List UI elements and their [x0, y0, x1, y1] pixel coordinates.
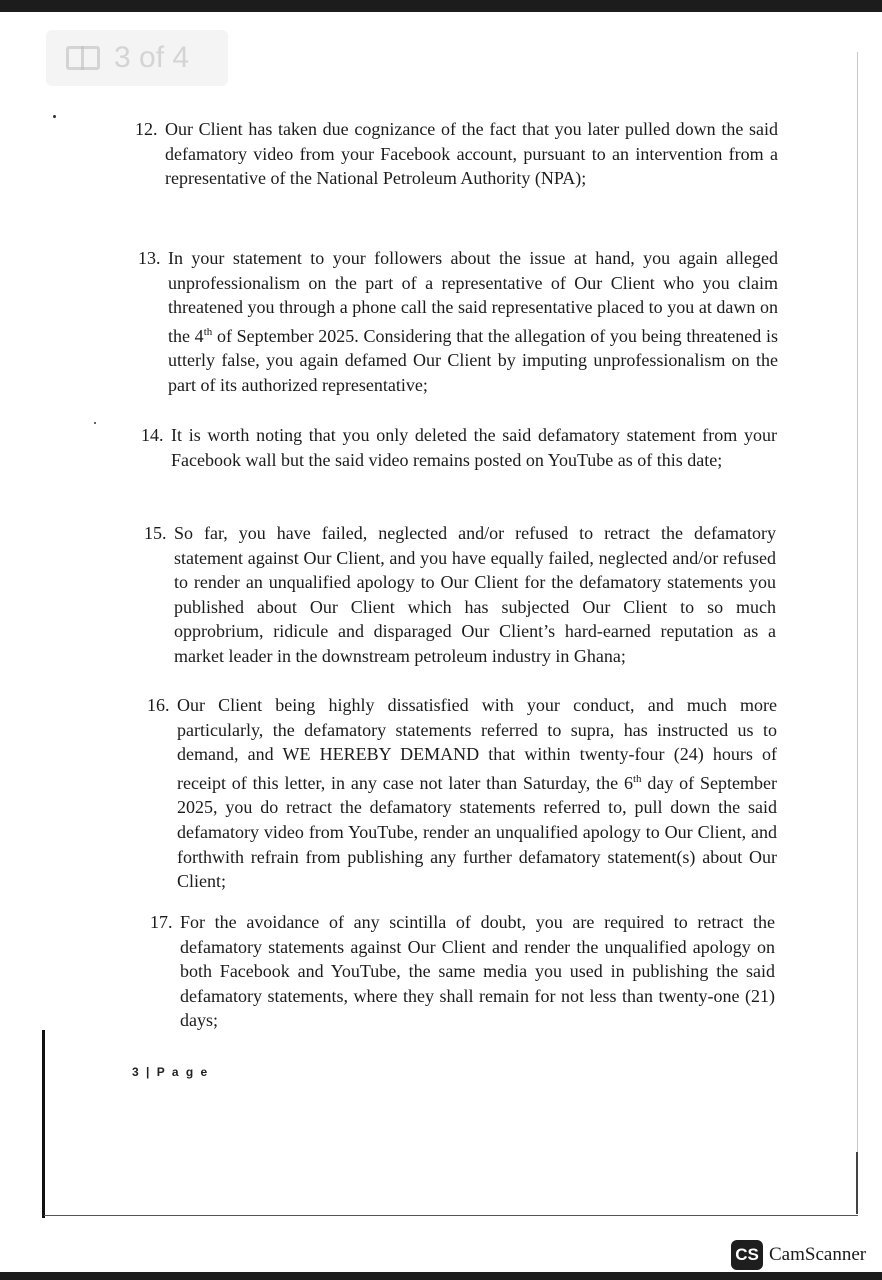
paragraph-text: Our Client being highly dissatisfied with your conduct, and much more particularly, the defamatory statements referred to supra, has instructed us to demand, and WE HEREBY DEMAND that within twenty-four (24) hours of receipt of this letter, in any case not later than Saturday, the 6	[177, 695, 777, 793]
scan-edge-left	[42, 1030, 45, 1218]
page-footer: 3 | P a g e	[132, 1065, 210, 1079]
paragraph-13	[138, 246, 778, 398]
camscanner-brand: CamScanner	[769, 1244, 867, 1265]
paragraph-number: 14.	[141, 425, 164, 445]
ordinal-suffix: th	[632, 772, 642, 785]
camscanner-logo-icon: CS	[731, 1240, 763, 1270]
paragraph-number: 15.	[144, 523, 167, 543]
paragraph-16	[147, 693, 777, 894]
paragraph-number: 16.	[147, 695, 170, 715]
paragraph-number: 13.	[138, 248, 161, 268]
paragraph-17	[150, 910, 775, 1033]
paragraph-12	[135, 117, 778, 191]
scanned-page	[0, 12, 882, 1272]
pages-icon	[66, 46, 100, 70]
ordinal-suffix: th	[203, 325, 213, 338]
paragraph-number: 12.	[135, 119, 158, 139]
paragraph-text: It is worth noting that you only deleted the said defamatory statement from your Facebook wall but the said video remains posted on YouTube as of this date;	[171, 425, 777, 470]
paragraph-text: For the avoidance of any scintilla of doubt, you are required to retract the defamatory statements against Our Client and render the unqualified apology on both Facebook and YouTube, the same media you used in publishing the said defamatory statements, where they shall remain for not less than twenty-one (21) days;	[180, 912, 775, 1031]
paragraph-14	[141, 423, 777, 472]
paragraph-text: In your statement to your followers about the issue at hand, you again alleged unprofessionalism on the part of a representative of Our Client who you claim threatened you through a phone call the said representative placed to you at dawn on the 4	[168, 248, 778, 346]
paragraph-number: 17.	[150, 912, 173, 932]
page-indicator-text: 3 of 4	[114, 41, 190, 74]
camscanner-watermark	[731, 1240, 866, 1270]
scan-edge-right	[857, 52, 858, 1212]
paragraph-text-continued: day of September 2025, you do retract the defamatory statements referred to, pull down the said defamatory video from YouTube, render an unqualified apology to Our Client, and forthwith refrain from publishing any further defamatory statement(s) about Our Client;	[177, 772, 777, 892]
scan-edge-right-dark	[856, 1152, 858, 1214]
scan-speck	[53, 115, 56, 118]
paragraph-text: So far, you have failed, neglected and/or refused to retract the defamatory statement against Our Client, and you have equally failed, neglected and/or refused to render an unqualified apology to Our Client for the defamatory statements you published about Our Client which has subjected Our Client to so much opprobrium, ridicule and disparaged Our Client’s hard-earned reputation as a market leader in the downstream petroleum industry in Ghana;	[174, 523, 776, 666]
page-indicator	[46, 30, 228, 86]
paragraph-15	[144, 521, 776, 669]
scan-edge-bottom	[44, 1215, 858, 1216]
scan-speck	[94, 422, 96, 424]
paragraph-text-continued: of September 2025. Considering that the allegation of you being threatened is utterly false, you again defamed Our Client by imputing unprofessionalism on the part of its authorized representative;	[168, 325, 778, 395]
paragraph-text: Our Client has taken due cognizance of the fact that you later pulled down the said defamatory video from your Facebook account, pursuant to an intervention from a representative of the National Petroleum Authority (NPA);	[165, 119, 778, 189]
